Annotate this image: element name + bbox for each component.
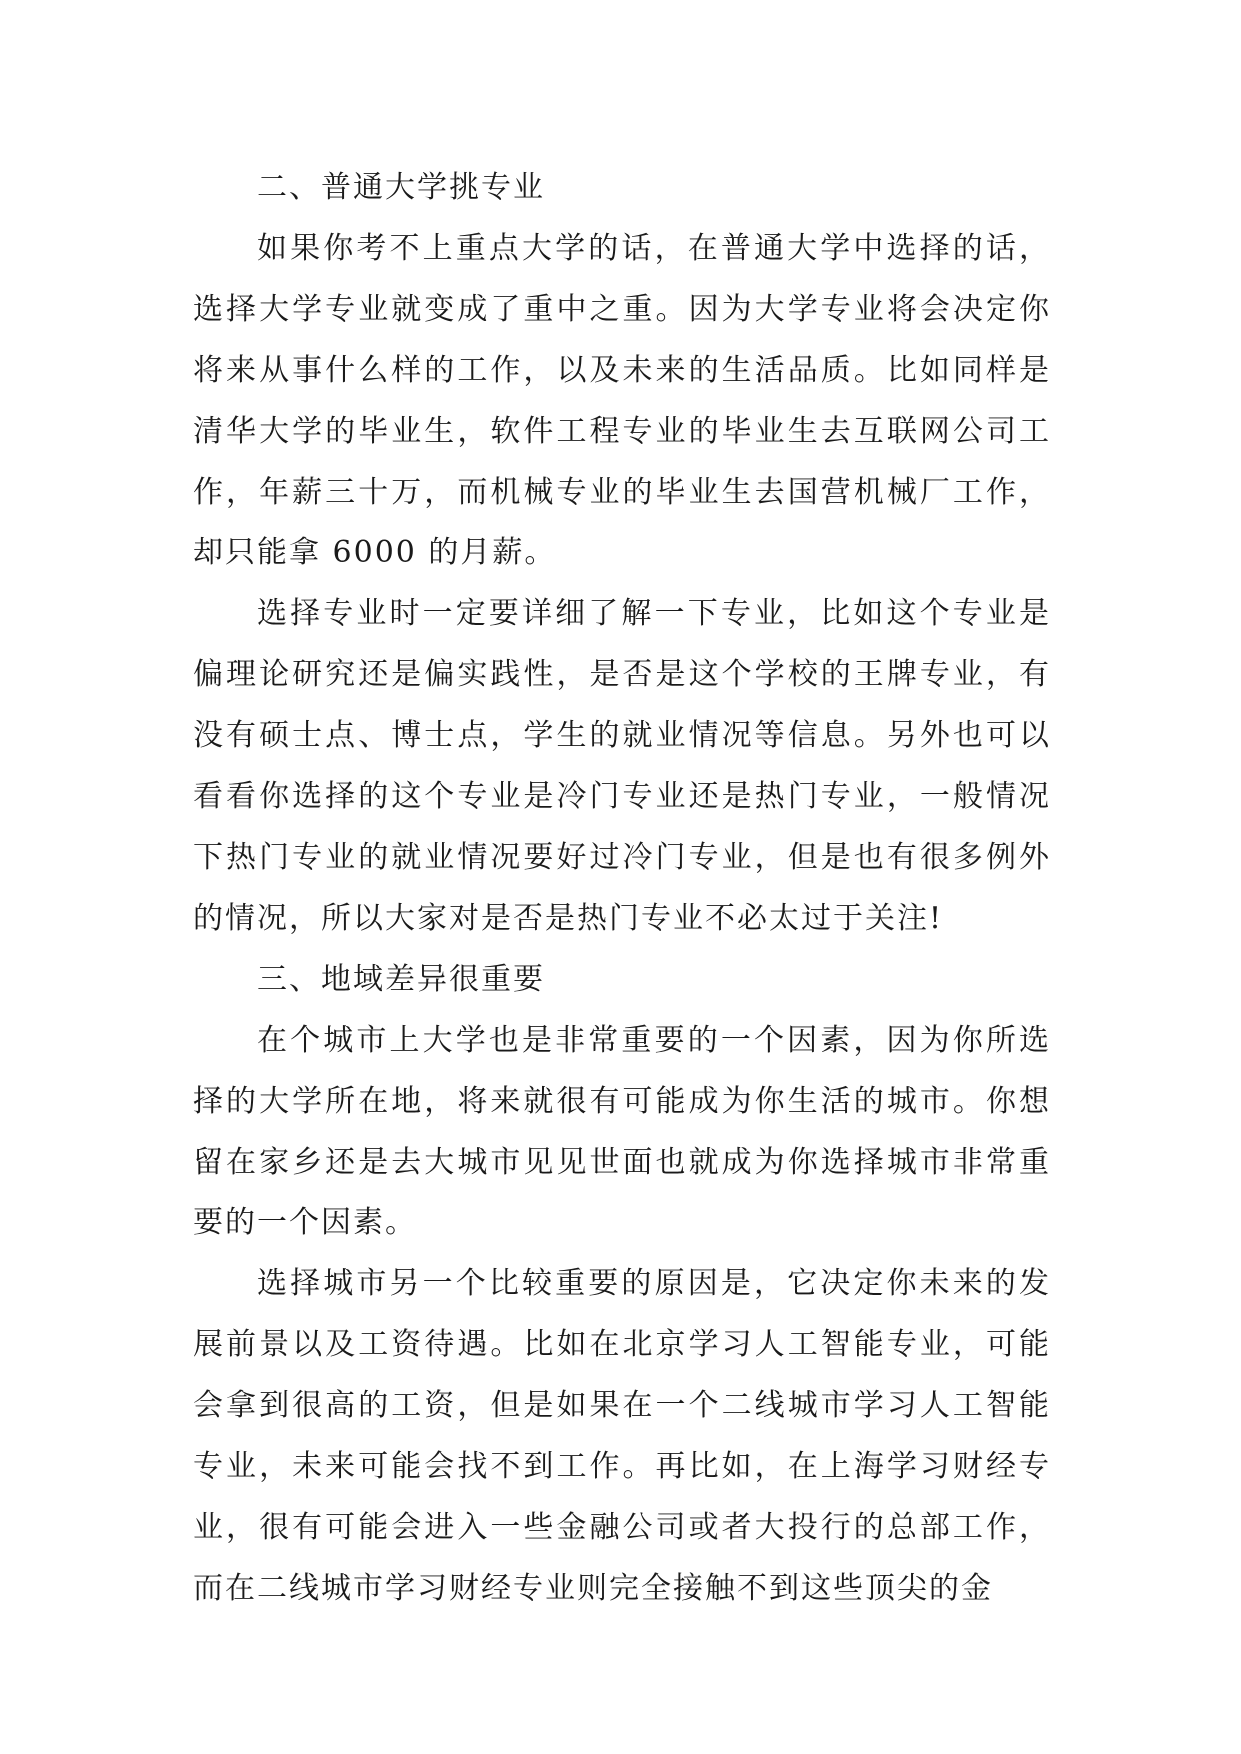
body-paragraph: 选择城市另一个比较重要的原因是，它决定你未来的发展前景以及工资待遇。比如在北京学习人工智能专业，可能会拿到很高的工资，但是如果在一个二线城市学习人工智能专业，未来可能会找不到工作。再比如，在上海学习财经专业，很有可能会进入一些金融公司或者大投行的总部工作，而在二线城市学习财经专业则完全接触不到这些顶尖的金 [193,1266,1051,1606]
section-heading-3: 三、地域差异很重要 [257,961,545,997]
body-paragraph: 如果你考不上重点大学的话，在普通大学中选择的话，选择大学专业就变成了重中之重。因为大学专业将会决定你将来从事什么样的工作，以及未来的生活品质。比如同样是清华大学的毕业生，软件工程专业的毕业生去互联网公司工作，年薪三十万，而机械专业的毕业生去国营机械厂工作，却只能拿 6000 的月薪。 [193,230,1051,571]
body-paragraph: 选择专业时一定要详细了解一下专业，比如这个专业是偏理论研究还是偏实践性，是否是这个学校的王牌专业，有没有硕士点、博士点，学生的就业情况等信息。另外也可以看看你选择的这个专业是冷门专业还是热门专业，一般情况下热门专业的就业情况要好过冷门专业，但是也有很多例外的情况，所以大家对是否是热门专业不必太过于关注! [193,596,1051,936]
section-heading-2: 二、普通大学挑专业 [257,170,545,205]
document-body [193,158,1051,1620]
body-paragraph: 在个城市上大学也是非常重要的一个因素，因为你所选择的大学所在地，将来就很有可能成为你生活的城市。你想留在家乡还是去大城市见见世面也就成为你选择城市非常重要的一个因素。 [193,1022,1051,1241]
